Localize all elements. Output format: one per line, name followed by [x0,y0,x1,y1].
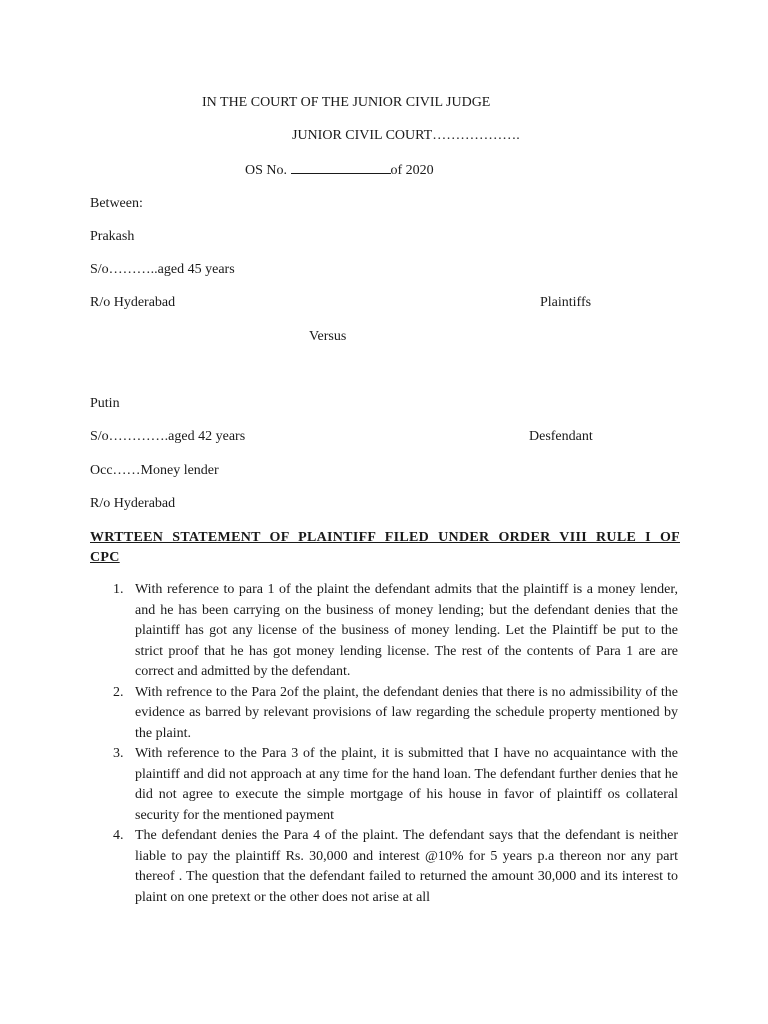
paragraph-item [90,683,678,745]
paragraph-number: 2. [113,684,124,700]
plaintiff-relation: S/o………..aged 45 years [90,262,235,277]
court-title: IN THE COURT OF THE JUNIOR CIVIL JUDGE [202,95,491,110]
defendant-role: Desfendant [529,429,593,444]
court-name: JUNIOR CIVIL COURT………………. [292,128,520,143]
paragraph-text: The defendant denies the Para 4 of the plaint. The defendant says that the defendant is neither liable to pay the plaintiff Rs. 30,000 and interest @10% for 5 years p.a thereon nor any part thereof . The question that the defendant failed to returned the amount 30,000 and its interest to plaint on one pretext or the other does not arise at all [135,828,678,905]
paragraph-text: With reference to the Para 3 of the plaint, it is submitted that I have no acquaintance with the plaintiff and did not approach at any time for the hand loan. The defendant further denies that he did not agree to execute the simple mortgage of his house in favor of plaintiff os collateral security for the mentioned payment [135,746,678,823]
between-label: Between: [90,196,143,211]
paragraph-text: With refrence to the Para 2of the plaint, the defendant denies that there is no admissibility of the evidence as barred by relevant provisions of law regarding the schedule property mentioned by the plaint. [135,684,678,741]
paragraph-number: 3. [113,746,124,761]
os-number-blank [291,159,391,174]
os-number [245,159,434,181]
statement-paragraphs [90,580,678,908]
paragraph-number: 4. [113,828,124,843]
versus-label: Versus [309,329,347,344]
paragraph-item [90,826,678,908]
plaintiff-name: Prakash [90,229,135,244]
paragraph-text: With reference to para 1 of the plaint the defendant admits that the plaintiff is a money lender, and he has been carrying on the business of money lending; but the defendant denies that the plaintiff has got any license of the business of money lending. Let the Plaintiff be put to the strict proof that he has got money lending license. The rest of the contents of Para 1 are are correct and admitted by the defendant. [135,582,678,679]
statement-heading-line1: WRTTEEN STATEMENT OF PLAINTIFF FILED UNDER ORDER VIII RULE I OF [90,530,680,545]
defendant-residence: R/o Hyderabad [90,496,176,511]
plaintiff-residence: R/o Hyderabad [90,295,176,310]
os-prefix: OS No. [245,163,288,178]
os-suffix: of 2020 [390,163,434,178]
plaintiff-role: Plaintiffs [540,295,592,310]
statement-heading-line2: CPC [90,550,120,565]
paragraph-number: 1. [113,582,124,597]
defendant-name: Putin [90,396,120,411]
paragraph-item [90,744,678,826]
defendant-relation: S/o………….aged 42 years [90,429,246,444]
paragraph-item [90,580,678,683]
statement-heading [90,528,680,568]
defendant-occupation: Occ……Money lender [90,463,219,478]
